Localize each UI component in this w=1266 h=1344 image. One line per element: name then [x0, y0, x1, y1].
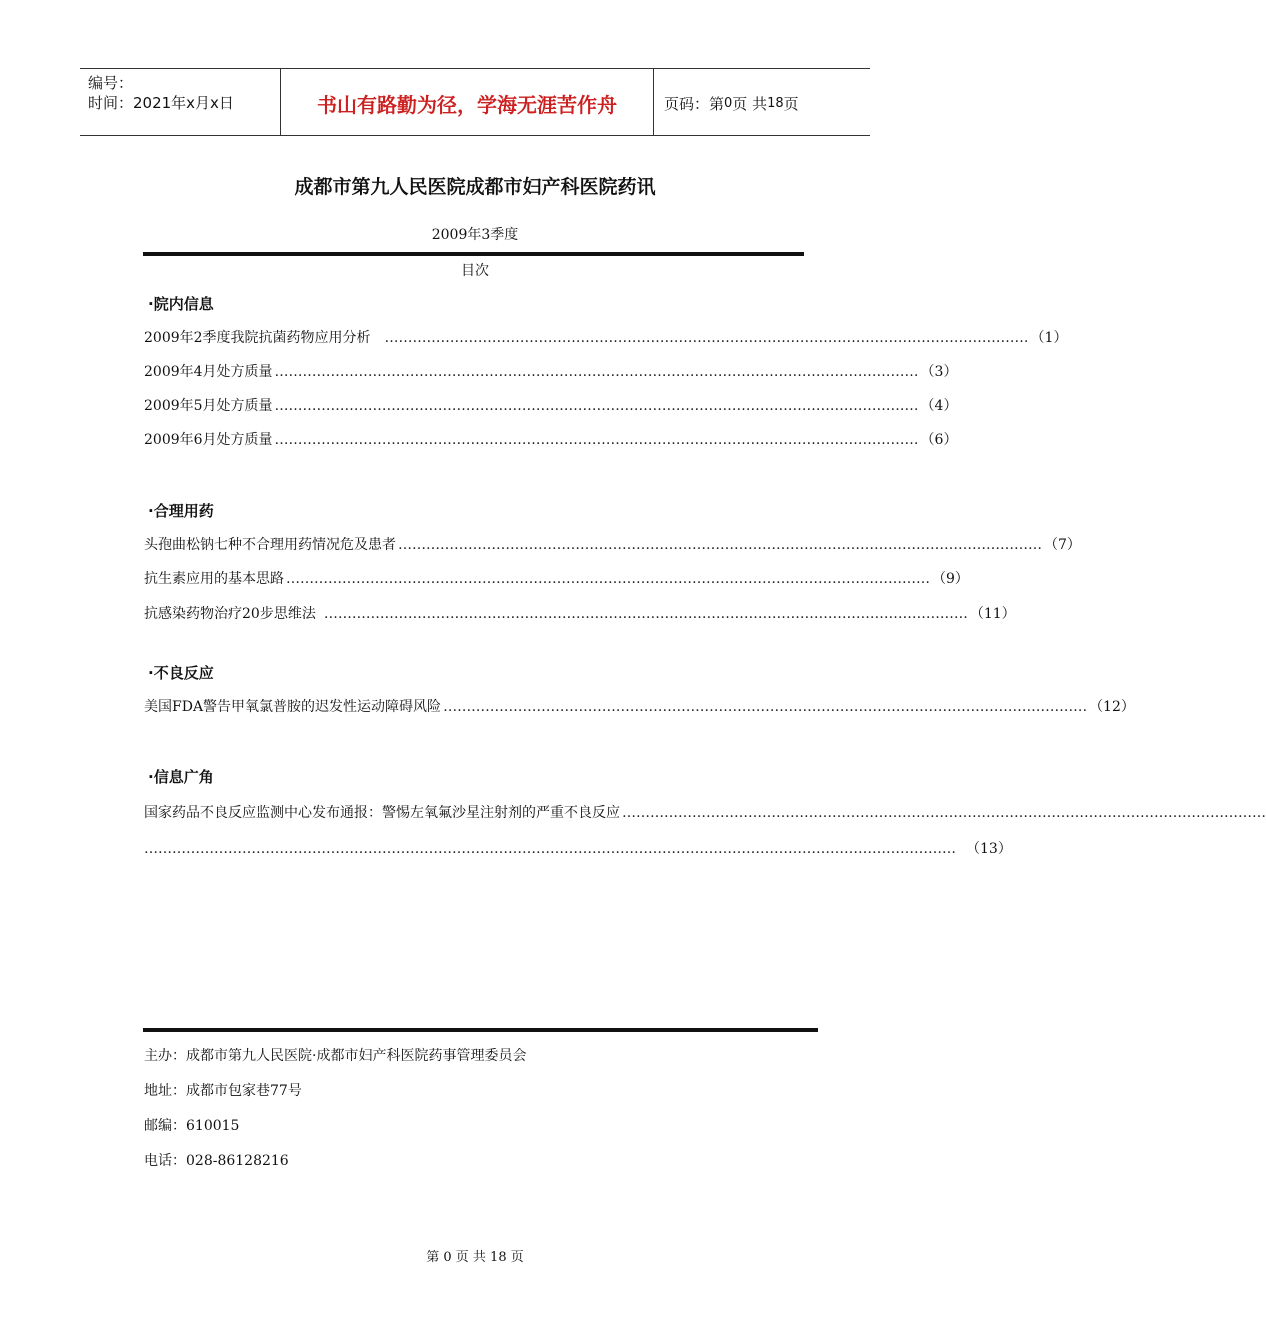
- toc-entry-label: 头孢曲松钠七种不合理用药情况危及患者: [144, 537, 396, 553]
- toc-entry-page: （12）: [1089, 699, 1135, 715]
- leader-dots: …………………………………………………………………………………………………………………………: [286, 571, 930, 587]
- toc-title: 目次: [461, 263, 489, 279]
- page-number-footer: 第 0 页 共 18 页: [426, 1250, 524, 1265]
- footer-postcode: 邮编：610015: [144, 1118, 240, 1134]
- footer-sponsor: 主办：成都市第九人民医院·成都市妇产科医院药事管理委员会: [144, 1048, 527, 1064]
- bottom-divider: [143, 1028, 818, 1032]
- leader-dots: …………………………………………………………………………………………………………………………: [323, 606, 968, 622]
- toc-entry[interactable]: [144, 603, 1016, 623]
- toc-entry-label: 美国FDA警告甲氧氯普胺的迟发性运动障碍风险: [144, 699, 442, 715]
- leader-dots: …………………………………………………………………………………………………………………………: [274, 398, 919, 414]
- footer-phone: 电话：028-86128216: [144, 1153, 289, 1169]
- toc-entry-page: （1）: [1030, 330, 1068, 346]
- toc-entry-label: 抗感染药物治疗20步思维法: [144, 606, 316, 622]
- header-meta: [80, 69, 281, 135]
- leader-dots: …………………………………………………………………………………………………………………………: [274, 432, 919, 448]
- toc-entry[interactable]: [144, 696, 1135, 716]
- toc-entry-label: 2009年5月处方质量: [144, 398, 273, 414]
- page-label-prefix: 页码：第: [664, 94, 725, 113]
- toc-entry-label: 2009年4月处方质量: [144, 364, 273, 380]
- page-label-mid: 页 共: [732, 94, 768, 113]
- footer-address: 地址：成都市包家巷77号: [144, 1083, 302, 1099]
- toc-entry-page: （3）: [920, 364, 958, 380]
- toc-entry[interactable]: [144, 429, 958, 449]
- toc-entry-label-line[interactable]: [144, 802, 1266, 822]
- toc-entry-label: 国家药品不良反应监测中心发布通报：警惕左氧氟沙星注射剂的严重不良反应: [144, 805, 620, 821]
- number-label: 编号：: [88, 74, 134, 92]
- document-title: 成都市第九人民医院成都市妇产科医院药讯: [294, 176, 656, 198]
- top-divider: [143, 252, 804, 256]
- toc-entry-page: （13）: [966, 841, 1012, 857]
- header-page-info: [654, 69, 870, 135]
- leader-dots: …………………………………………………………………………………………………………………………: [384, 330, 1029, 346]
- leader-dots: …………………………………………………………………………………………………………………………: [443, 699, 1088, 715]
- toc-entry-label: 2009年6月处方质量: [144, 432, 273, 448]
- toc-entry-label: 2009年2季度我院抗菌药物应用分析: [144, 330, 371, 346]
- leader-dots: …………………………………………………………………………………………………………………………: [622, 805, 1266, 821]
- section-heading: ·院内信息: [148, 295, 214, 313]
- toc-entry[interactable]: [144, 568, 969, 588]
- section-heading: ·合理用药: [148, 502, 214, 520]
- toc-entry-label: 抗生素应用的基本思路: [144, 571, 284, 587]
- leader-dots: …………………………………………………………………………………………………………………………: [398, 537, 1042, 553]
- page-header: [80, 68, 870, 136]
- toc-entry[interactable]: [144, 534, 1081, 554]
- header-motto: 书山有路勤为径，学海无涯苦作舟: [281, 69, 654, 135]
- toc-entry-page: （9）: [932, 571, 969, 587]
- toc-entry-page: （4）: [920, 398, 958, 414]
- toc-entry-page-line[interactable]: [144, 838, 1012, 858]
- toc-entry-page: （7）: [1044, 537, 1081, 553]
- issue-label: 2009年3季度: [431, 227, 519, 243]
- toc-entry[interactable]: [144, 361, 958, 381]
- toc-entry-page: （11）: [969, 606, 1016, 622]
- leader-dots: …………………………………………………………………………………………………………………………………………………………: [144, 841, 956, 857]
- page-label-suffix: 页: [783, 94, 799, 113]
- page-total: 18: [767, 95, 784, 111]
- leader-dots: …………………………………………………………………………………………………………………………: [274, 364, 919, 380]
- toc-entry[interactable]: [144, 395, 958, 415]
- date-label: 时间：2021年x月x日: [88, 94, 234, 112]
- toc-entry[interactable]: [144, 327, 1068, 347]
- section-heading: ·不良反应: [148, 664, 214, 682]
- toc-entry-page: （6）: [920, 432, 958, 448]
- page-current: 0: [724, 95, 733, 111]
- section-heading: ·信息广角: [148, 768, 214, 786]
